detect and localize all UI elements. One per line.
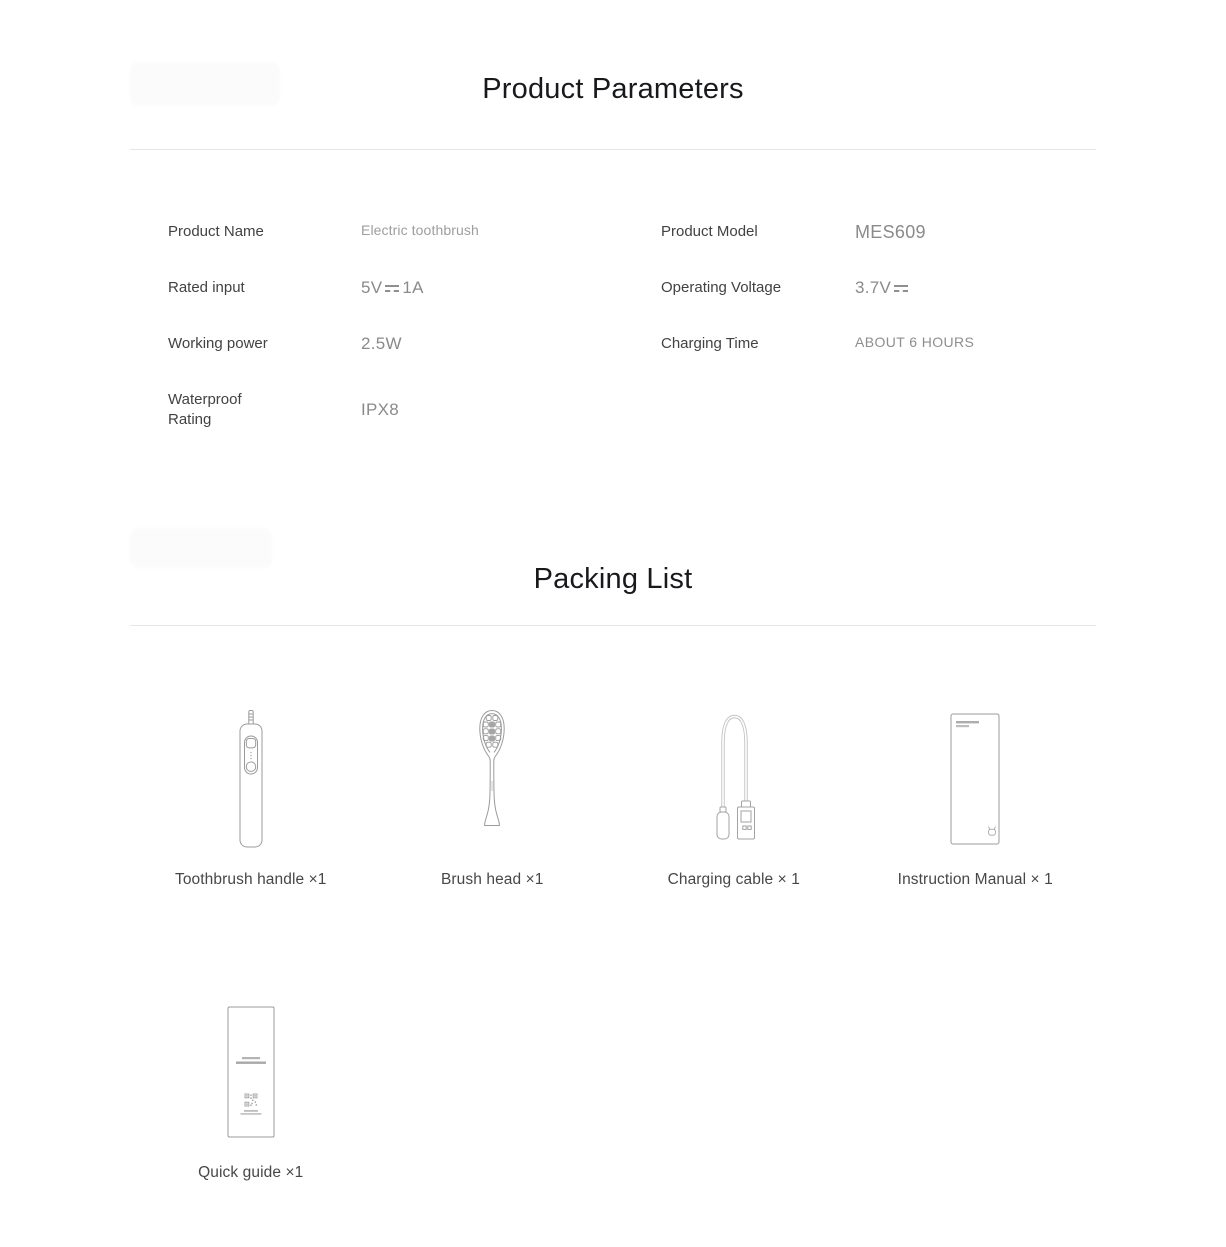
packing-items-row-2	[130, 935, 1096, 1182]
param-value: ABOUT 6 HOURS	[855, 334, 975, 350]
toothbrush-handle-icon	[236, 709, 266, 849]
packing-item-brush-head	[372, 642, 614, 889]
section-title-product-parameters: Product Parameters	[482, 73, 744, 105]
param-value: 5V 1A	[361, 278, 424, 297]
param-row-operating-voltage	[661, 278, 1096, 334]
instruction-manual-icon	[950, 709, 1000, 849]
param-row-product-name	[168, 222, 661, 278]
parameters-table	[130, 222, 1096, 446]
packing-item-charging-cable	[613, 642, 855, 889]
param-row-rated-input	[168, 278, 661, 334]
param-label: Rated input	[168, 279, 245, 296]
section-divider	[130, 625, 1096, 626]
dc-current-symbol	[894, 283, 908, 293]
param-value: 2.5W	[361, 334, 402, 353]
param-value: IPX8	[361, 400, 400, 419]
packing-list-section	[130, 446, 1096, 1182]
packing-grid-spacer	[372, 935, 614, 1182]
param-label: Working power	[168, 335, 268, 352]
parameters-right-column	[661, 222, 1096, 446]
packing-item-caption: Toothbrush handle ×1	[174, 871, 327, 888]
packing-item-instruction-manual	[855, 642, 1097, 889]
packing-item-toothbrush-handle	[130, 642, 372, 889]
faded-watermark	[130, 528, 272, 568]
param-value: 3.7V	[855, 278, 911, 298]
param-value: Electric toothbrush	[361, 222, 479, 238]
param-label: Charging Time	[661, 335, 759, 352]
param-row-waterproof-rating	[168, 390, 661, 446]
section-divider	[130, 149, 1096, 150]
packing-item-caption: Brush head ×1	[440, 871, 544, 888]
packing-item-caption: Charging cable × 1	[667, 871, 800, 888]
param-label: Waterproof Rating	[168, 391, 242, 428]
parameters-left-column	[168, 222, 661, 446]
charging-cable-icon	[704, 709, 764, 849]
brush-head-icon	[474, 709, 510, 849]
packing-item-caption: Quick guide ×1	[198, 1164, 304, 1181]
packing-item-quick-guide	[130, 935, 372, 1182]
param-label: Product Name	[168, 223, 264, 240]
param-row-charging-time	[661, 334, 1096, 390]
param-row-working-power	[168, 334, 661, 390]
quick-guide-icon	[227, 1002, 275, 1142]
param-label: Product Model	[661, 223, 758, 240]
param-value: MES609	[855, 222, 926, 242]
param-label: Operating Voltage	[661, 279, 782, 296]
dc-current-symbol	[385, 283, 399, 293]
param-row-product-model	[661, 222, 1096, 278]
packing-grid-spacer	[855, 935, 1097, 1182]
faded-watermark	[130, 62, 280, 106]
packing-items-row-1	[130, 642, 1096, 889]
packing-item-caption: Instruction Manual × 1	[897, 871, 1053, 888]
section-title-packing-list: Packing List	[533, 563, 693, 595]
packing-grid-spacer	[613, 935, 855, 1182]
